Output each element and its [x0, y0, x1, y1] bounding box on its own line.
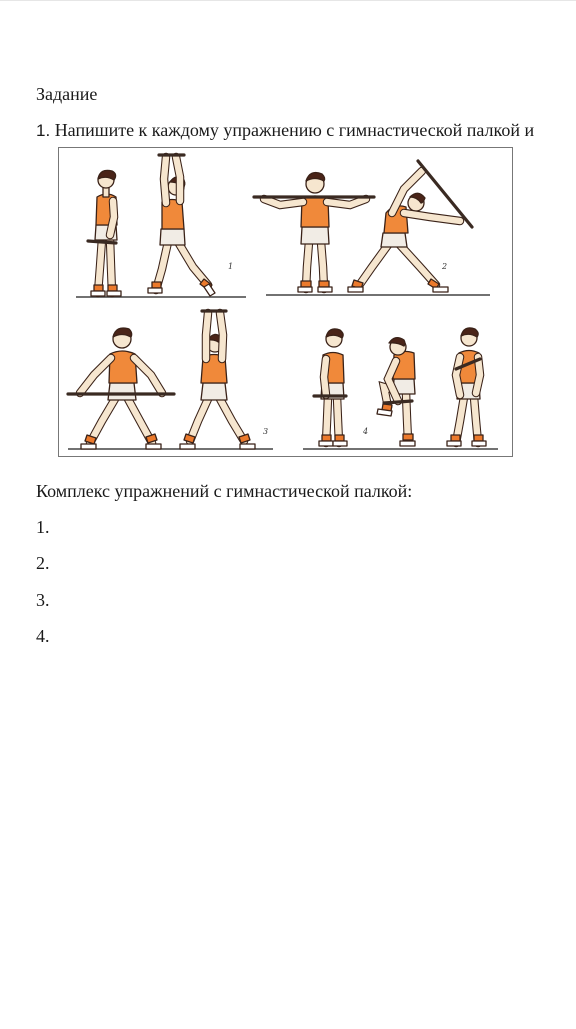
task-number: 1. [36, 121, 51, 140]
task-line [36, 120, 534, 141]
exercise-illustration [58, 147, 513, 457]
section-heading: Задание [36, 84, 98, 104]
task-text: Напишите к каждому упражнению с гимнастической палкой и [54, 120, 535, 140]
list-item-4: 4. [36, 626, 50, 646]
panel-number-2: 2 [442, 262, 448, 271]
panel-number-1: 1 [228, 262, 234, 271]
page-top-divider [0, 0, 576, 1]
panel-number-4: 4 [363, 427, 369, 436]
complex-title: Комплекс упражнений с гимнастической палкой: [36, 481, 413, 501]
list-item-3: 3. [36, 590, 50, 610]
list-item-2: 2. [36, 553, 50, 573]
list-item-1: 1. [36, 517, 50, 537]
exercise-figures-svg [58, 147, 513, 457]
panel-number-3: 3 [263, 427, 269, 436]
